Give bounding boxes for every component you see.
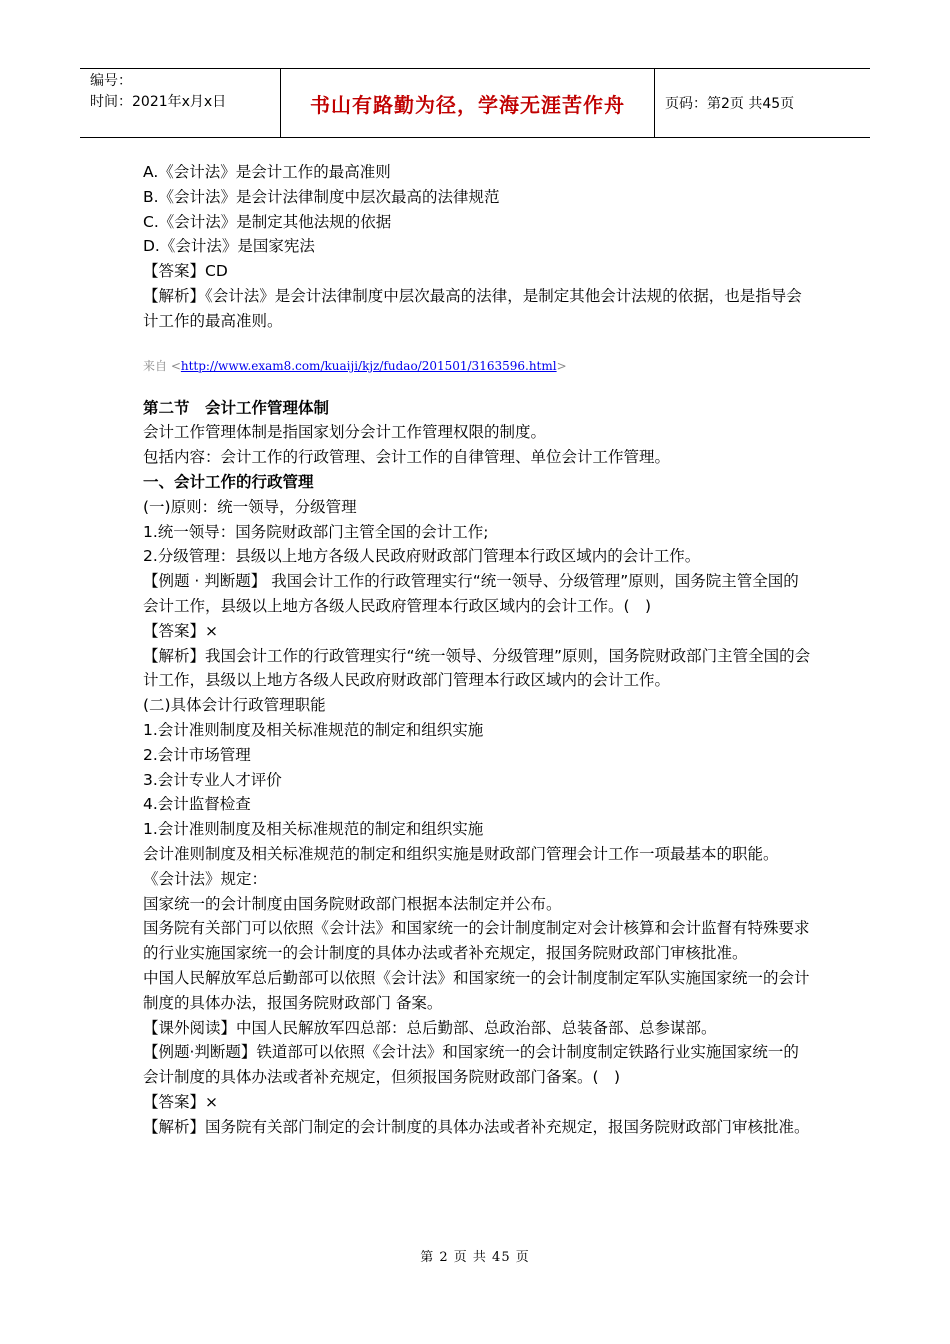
paragraph: 【答案】× bbox=[143, 1092, 218, 1111]
paragraph: 1.会计准则制度及相关标准规范的制定和组织实施 bbox=[143, 820, 484, 839]
paragraph: 1.统一领导：国务院财政部门主管全国的会计工作; bbox=[143, 522, 489, 541]
paragraph: 【解析】我国会计工作的行政管理实行“统一领导、分级管理”原则，国务院财政部门主管全国的会计工作，县级以上地方各级人民政府财政部门管理本行政区域内的会计工作。 bbox=[143, 646, 811, 690]
paragraph: 【解析】国务院有关部门制定的会计制度的具体办法或者补充规定，报国务院财政部门审核批准。 bbox=[143, 1117, 810, 1136]
paragraph: 会计工作管理体制是指国家划分会计工作管理权限的制度。 bbox=[143, 423, 547, 442]
paragraph: 国务院有关部门可以依照《会计法》和国家统一的会计制度制定对会计核算和会计监督有特殊要求的行业实施国家统一的会计制度的具体办法或者补充规定，报国务院财政部门审核批准。 bbox=[143, 919, 810, 963]
source-line bbox=[143, 356, 813, 376]
question-block bbox=[143, 160, 813, 334]
option-a: A.《会计法》是会计工作的最高准则 bbox=[143, 163, 391, 181]
paragraph: 1.会计准则制度及相关标准规范的制定和组织实施 bbox=[143, 720, 484, 739]
paragraph: (一)原则：统一领导，分级管理 bbox=[143, 497, 357, 516]
paragraph: (二)具体会计行政管理职能 bbox=[143, 696, 326, 715]
paragraph: 包括内容：会计工作的行政管理、会计工作的自律管理、单位会计工作管理。 bbox=[143, 448, 671, 467]
paragraph: 【答案】× bbox=[143, 621, 218, 640]
paragraph: 【例题 · 判断题】 我国会计工作的行政管理实行“统一领导、分级管理”原则，国务院主管全国的会计工作，县级以上地方各级人民政府管理本行政区域内的会计工作。( ) bbox=[143, 572, 799, 615]
option-b: B.《会计法》是会计法律制度中层次最高的法律规范 bbox=[143, 187, 500, 206]
source-prefix: 来自 < bbox=[143, 358, 181, 373]
section-title: 第二节 会计工作管理体制 bbox=[143, 398, 330, 417]
option-c: C.《会计法》是制定其他法规的依据 bbox=[143, 212, 392, 231]
source-link[interactable]: http://www.exam8.com/kuaiji/kjz/fudao/201501/3163596.html bbox=[180, 358, 557, 373]
answer: 【答案】CD bbox=[143, 262, 228, 281]
explanation: 【解析】《会计法》是会计法律制度中层次最高的法律，是制定其他会计法规的依据，也是指导会计工作的最高准则。 bbox=[143, 286, 802, 330]
header-motto: 书山有路勤为径，学海无涯苦作舟 bbox=[281, 69, 655, 137]
paragraph: 会计准则制度及相关标准规范的制定和组织实施是财政部门管理会计工作一项最基本的职能。 bbox=[143, 844, 779, 863]
header-meta bbox=[80, 69, 281, 137]
paragraph: 4.会计监督检查 bbox=[143, 795, 251, 814]
subsection-title: 一、会计工作的行政管理 bbox=[143, 472, 314, 491]
paragraph: 中国人民解放军总后勤部可以依照《会计法》和国家统一的会计制度制定军队实施国家统一的会计制度的具体办法，报国务院财政部门 备案。 bbox=[143, 968, 810, 1012]
paragraph: 3.会计专业人才评价 bbox=[143, 770, 282, 789]
paragraph: 【例题·判断题】铁道部可以依照《会计法》和国家统一的会计制度制定铁路行业实施国家统一的会计制度的具体办法或者补充规定，但须报国务院财政部门备案。( ) bbox=[143, 1043, 799, 1087]
paragraph: 2.分级管理：县级以上地方各级人民政府财政部门管理本行政区域内的会计工作。 bbox=[143, 547, 701, 566]
page-footer: 第 2 页 共 45 页 bbox=[420, 1250, 530, 1265]
option-d: D.《会计法》是国家宪法 bbox=[143, 237, 315, 256]
header-page-info: 页码：第2页 共45页 bbox=[665, 96, 795, 112]
paragraph: 国家统一的会计制度由国务院财政部门根据本法制定并公布。 bbox=[143, 894, 562, 913]
source-suffix: > bbox=[556, 358, 567, 373]
paragraph: 2.会计市场管理 bbox=[143, 745, 251, 764]
document-date: 时间：2021年x月x日 bbox=[90, 94, 227, 110]
paragraph: 《会计法》规定： bbox=[143, 869, 268, 888]
document-body bbox=[143, 160, 813, 1139]
page-header bbox=[80, 68, 870, 138]
document-number-label: 编号： bbox=[90, 73, 132, 89]
paragraph: 【课外阅读】中国人民解放军四总部：总后勤部、总政治部、总装备部、总参谋部。 bbox=[143, 1018, 717, 1037]
